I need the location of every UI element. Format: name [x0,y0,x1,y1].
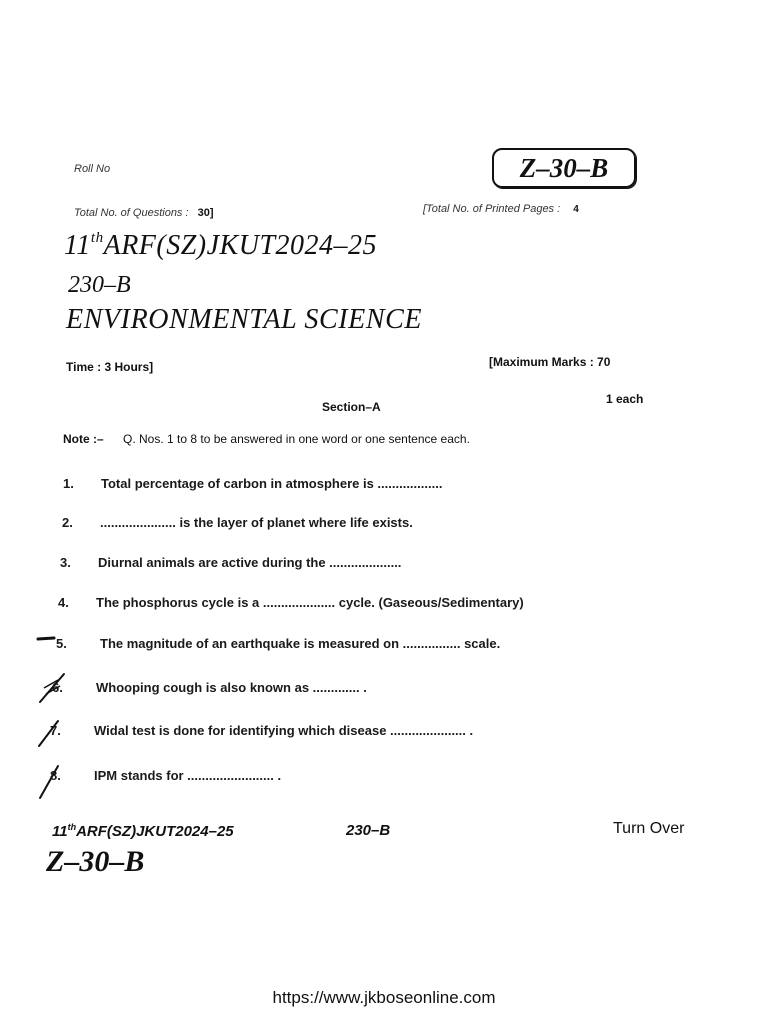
pen-strike-mark [36,760,68,802]
time-allowed: Time : 3 Hours] [66,360,154,374]
total-printed-pages [423,203,579,215]
question-item [60,555,401,570]
question-number: 2. [62,515,73,530]
question-text: Whooping cough is also known as ............. . [96,680,367,695]
question-text: Total percentage of carbon in atmosphere is .................. [101,476,443,491]
section-title: Section–A [322,400,381,414]
footer-big-code: Z–30–B [46,845,145,878]
question-number: 7. [50,723,61,738]
footer-exam-title [52,822,234,840]
question-item [62,515,413,530]
footer-exam-suffix: th [67,822,77,832]
question-number: 6. [52,680,63,695]
question-number: 3. [60,555,71,570]
exam-title-number: 11 [64,230,91,261]
question-number: 1. [63,476,74,491]
question-item [58,595,524,610]
section-note [63,432,470,446]
footer-exam-number: 11 [52,823,68,840]
subject-title: ENVIRONMENTAL SCIENCE [66,304,423,335]
turn-over-label: Turn Over [613,820,685,837]
marks-each: 1 each [606,392,644,406]
exam-title [64,230,377,262]
question-text: The phosphorus cycle is a .................... cycle. (Gaseous/Sedimentary) [96,595,524,610]
total-questions-label: Total No. of Questions : [74,207,189,219]
footer-paper-code: 230–B [346,822,391,839]
pen-strike-mark [34,668,74,708]
note-text: Q. Nos. 1 to 8 to be answered in one word or one sentence each. [123,432,470,446]
question-item [50,723,473,738]
question-text: Widal test is done for identifying which disease ..................... . [94,723,474,738]
question-number: 4. [58,595,69,610]
question-text: ..................... is the layer of planet where life exists. [100,515,413,530]
source-url[interactable]: https://www.jkboseonline.com [272,988,496,1007]
question-item [63,476,442,491]
total-pages-label: [Total No. of Printed Pages : [423,203,561,215]
footer-exam-name: ARF(SZ)JKUT2024–25 [76,823,234,840]
question-number: 5. [56,636,67,651]
exam-title-suffix: th [90,230,104,246]
paper-code: 230–B [68,272,131,298]
question-number: 8. [50,768,61,783]
exam-title-name: ARF(SZ)JKUT2024–25 [103,230,378,261]
total-pages-value: 4 [573,204,579,215]
pen-strike-mark [34,716,66,750]
question-item [50,768,281,783]
note-label: Note :– [63,432,104,446]
total-questions-value: 30] [197,207,214,219]
question-text: The magnitude of an earthquake is measured on ................ scale. [100,636,501,651]
question-item [56,636,500,651]
question-text: IPM stands for ........................ . [94,768,282,783]
maximum-marks: [Maximum Marks : 70 [489,355,611,369]
roll-number-label: Roll No [74,163,111,175]
question-item [52,680,367,695]
paper-code-box: Z–30–B [492,148,636,188]
pen-dash-mark [36,632,58,646]
total-questions [74,207,214,219]
question-text: Diurnal animals are active during the .................... [98,555,402,570]
